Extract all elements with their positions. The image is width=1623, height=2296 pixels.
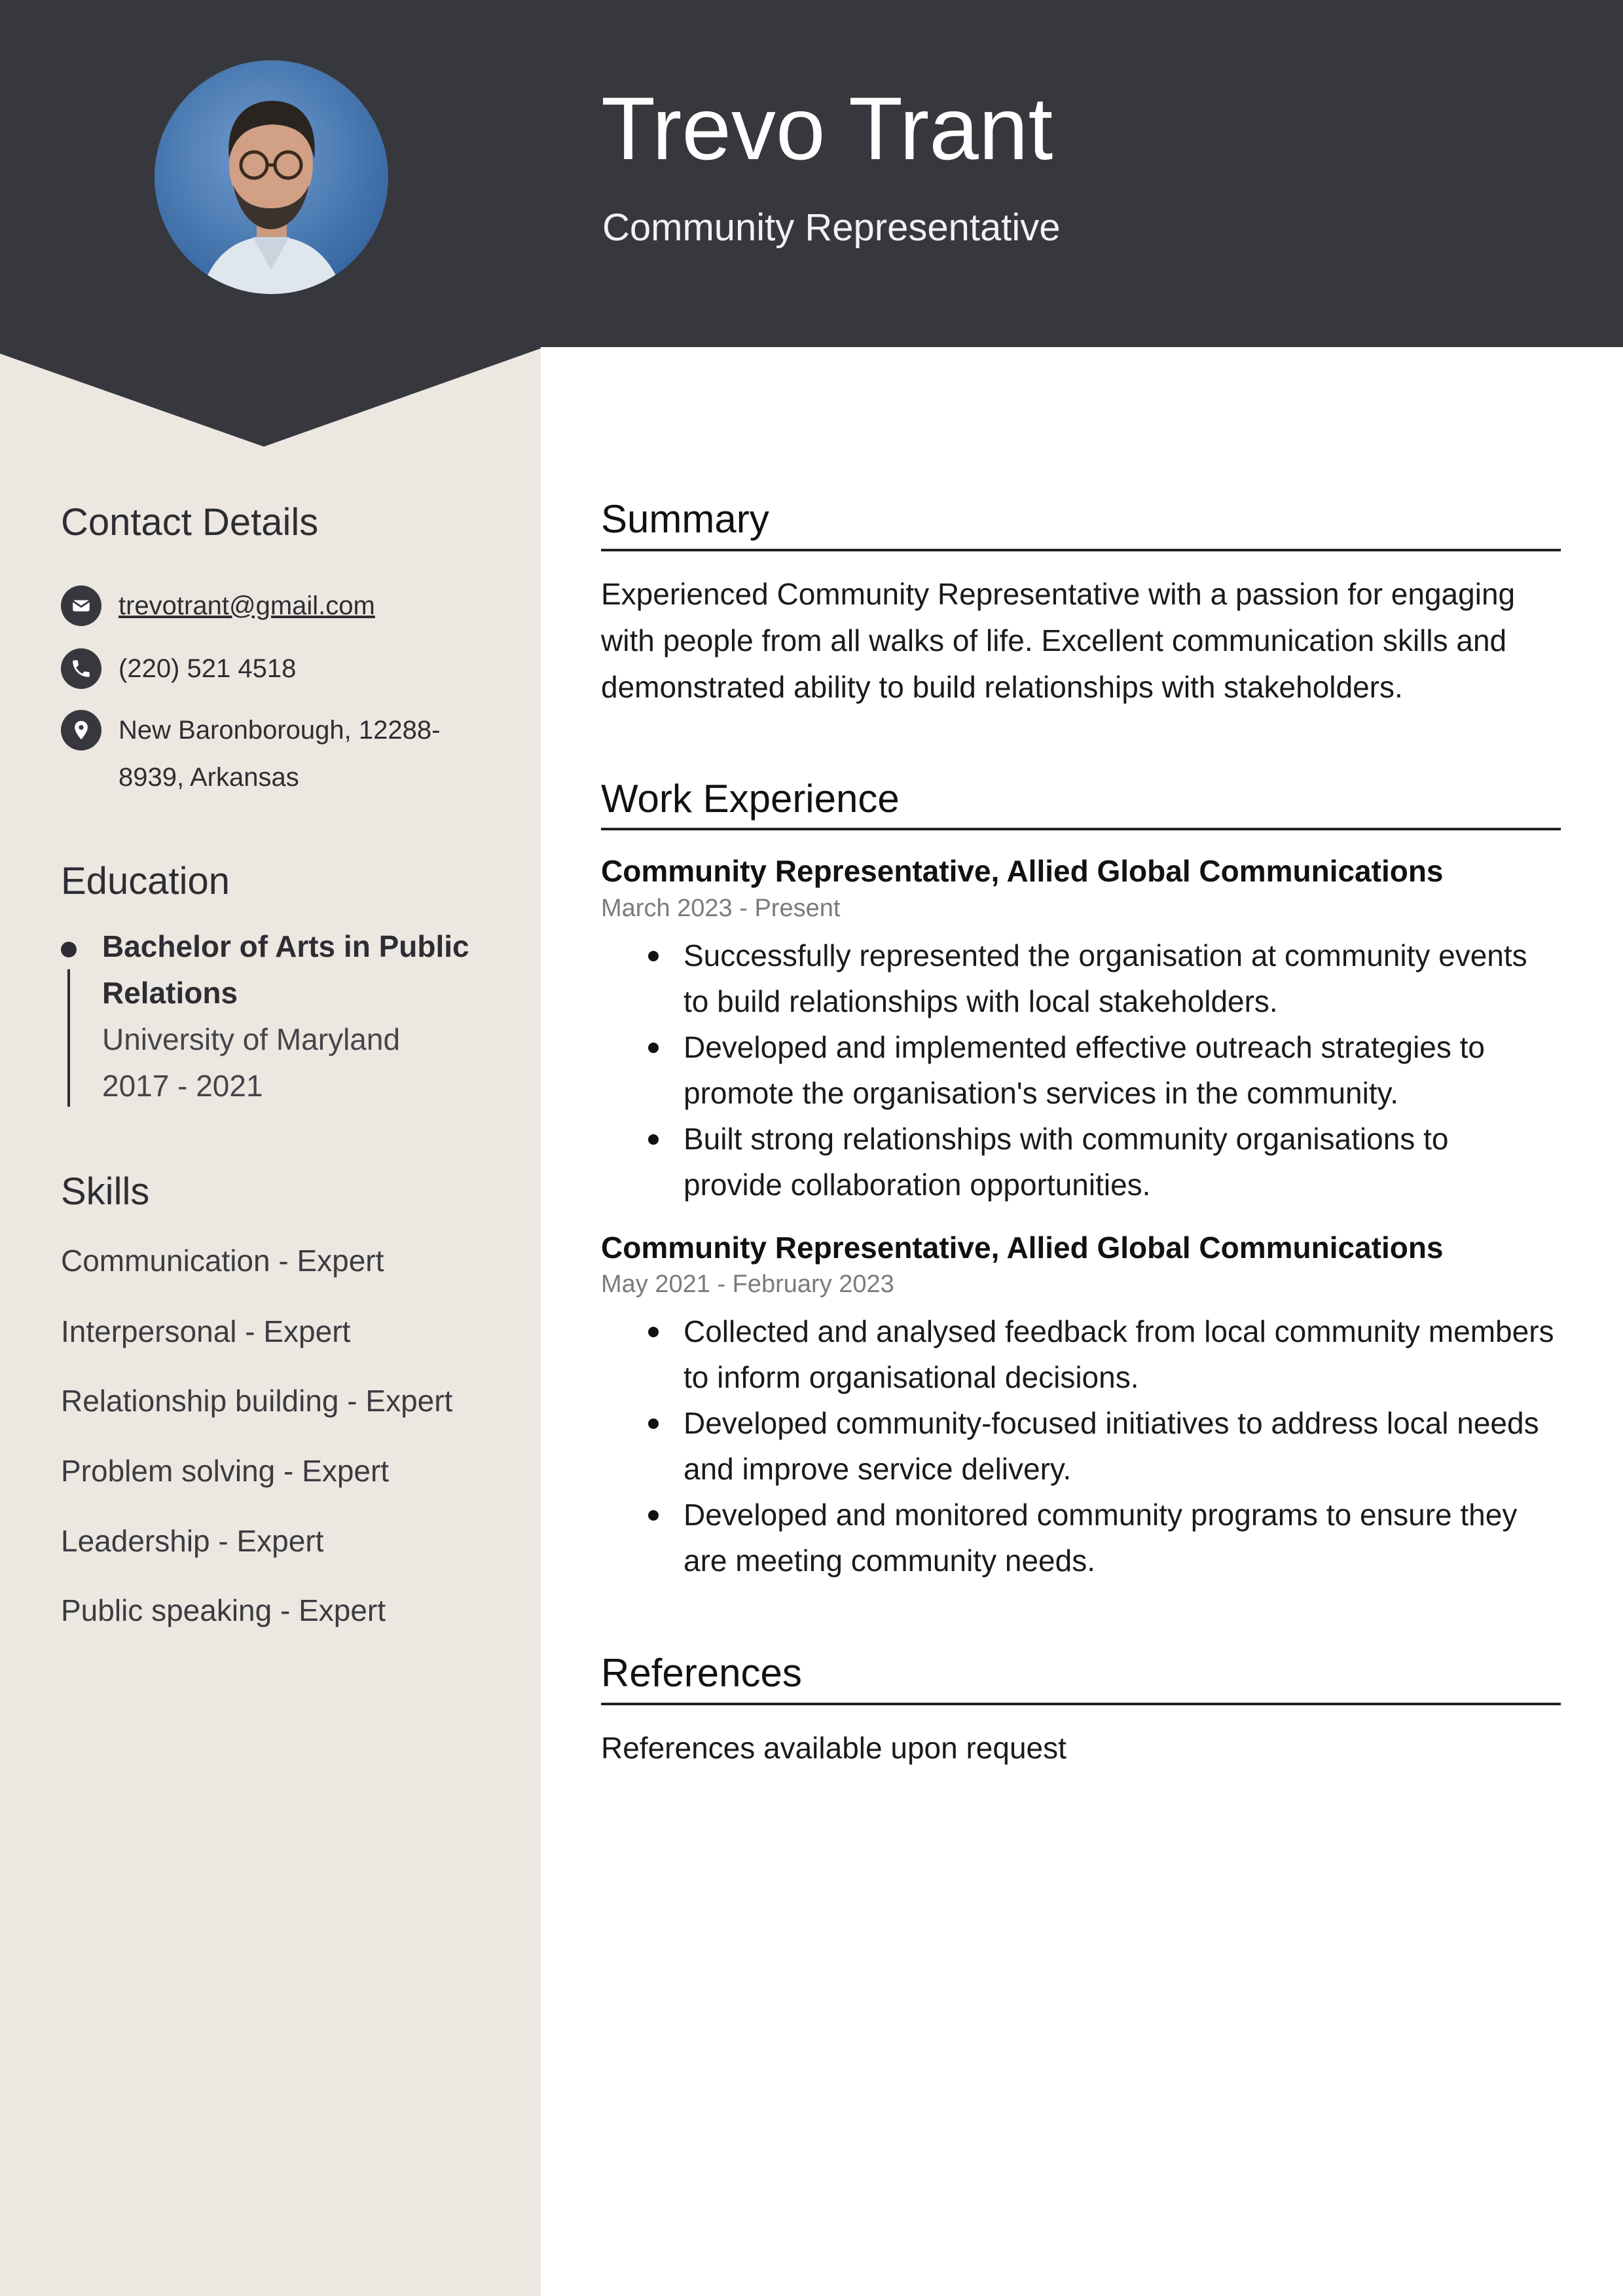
address-line-1: New Baronborough, 12288- xyxy=(119,716,441,745)
envelope-icon xyxy=(61,585,101,626)
summary-line: Experienced Community Representative with a passion for engaging xyxy=(601,577,1516,611)
job-bullet: Developed community-focused initiatives to address local needs and improve service delivery. xyxy=(601,1400,1561,1492)
references-heading: References xyxy=(601,1651,802,1695)
degree-line-1: Bachelor of Arts in Public xyxy=(102,929,469,963)
job-title: Community Representative, Allied Global Communications xyxy=(601,854,1444,888)
education-years: 2017 - 2021 xyxy=(102,1069,263,1103)
job-bullet: Built strong relationships with community organisations to provide collaboration opportunities. xyxy=(601,1116,1561,1208)
avatar xyxy=(155,60,388,294)
summary-line: demonstrated ability to build relationships with stakeholders. xyxy=(601,670,1403,704)
job-bullet: Developed and implemented effective outreach strategies to promote the organisation's services in the community. xyxy=(601,1024,1561,1116)
summary-line: with people from all walks of life. Excellent communication skills and xyxy=(601,623,1507,657)
summary-heading: Summary xyxy=(601,497,769,541)
job-dates: March 2023 - Present xyxy=(601,895,841,922)
timeline-line xyxy=(67,969,70,1107)
skill-item: Communication - Expert xyxy=(61,1244,384,1278)
person-role: Community Representative xyxy=(602,206,1061,249)
skill-item: Interpersonal - Expert xyxy=(61,1314,351,1348)
header-chevron xyxy=(0,346,541,448)
job-bullet: Successfully represented the organisation at community events to build relationships with local stakeholders. xyxy=(601,933,1561,1024)
skill-item: Public speaking - Expert xyxy=(61,1593,386,1627)
address-text xyxy=(119,707,440,801)
degree-line-2: Relations xyxy=(102,976,238,1010)
job-bullets xyxy=(601,1308,1561,1583)
email-link[interactable]: trevotrant@gmail.com xyxy=(119,591,375,620)
job-bullet: Collected and analysed feedback from local community members to inform organisational decisions. xyxy=(601,1308,1561,1400)
summary-text xyxy=(601,571,1544,711)
timeline-dot xyxy=(61,942,77,957)
work-divider xyxy=(601,828,1561,830)
summary-divider xyxy=(601,549,1561,551)
skill-item: Leadership - Expert xyxy=(61,1524,324,1558)
phone-icon xyxy=(61,648,101,689)
skills-heading: Skills xyxy=(61,1170,150,1213)
skill-item: Relationship building - Expert xyxy=(61,1384,453,1418)
education-heading: Education xyxy=(61,860,230,902)
portrait-photo xyxy=(155,60,388,294)
job-dates: May 2021 - February 2023 xyxy=(601,1270,894,1298)
job-bullet: Developed and monitored community programs to ensure they are meeting community needs. xyxy=(601,1492,1561,1583)
job-bullets xyxy=(601,933,1561,1208)
references-text: References available upon request xyxy=(601,1731,1067,1765)
school-name: University of Maryland xyxy=(102,1022,401,1056)
location-pin-icon xyxy=(61,710,101,750)
contact-email-row[interactable] xyxy=(61,585,375,629)
references-divider xyxy=(601,1703,1561,1705)
job-title: Community Representative, Allied Global Communications xyxy=(601,1231,1444,1265)
contact-heading: Contact Details xyxy=(61,501,319,544)
skill-item: Problem solving - Expert xyxy=(61,1454,390,1488)
contact-phone-row xyxy=(61,648,296,692)
person-name: Trevo Trant xyxy=(601,79,1053,178)
contact-address-row xyxy=(61,710,440,801)
phone-text: (220) 521 4518 xyxy=(119,654,297,683)
address-line-2: 8939, Arkansas xyxy=(119,763,299,792)
work-heading: Work Experience xyxy=(601,777,900,821)
